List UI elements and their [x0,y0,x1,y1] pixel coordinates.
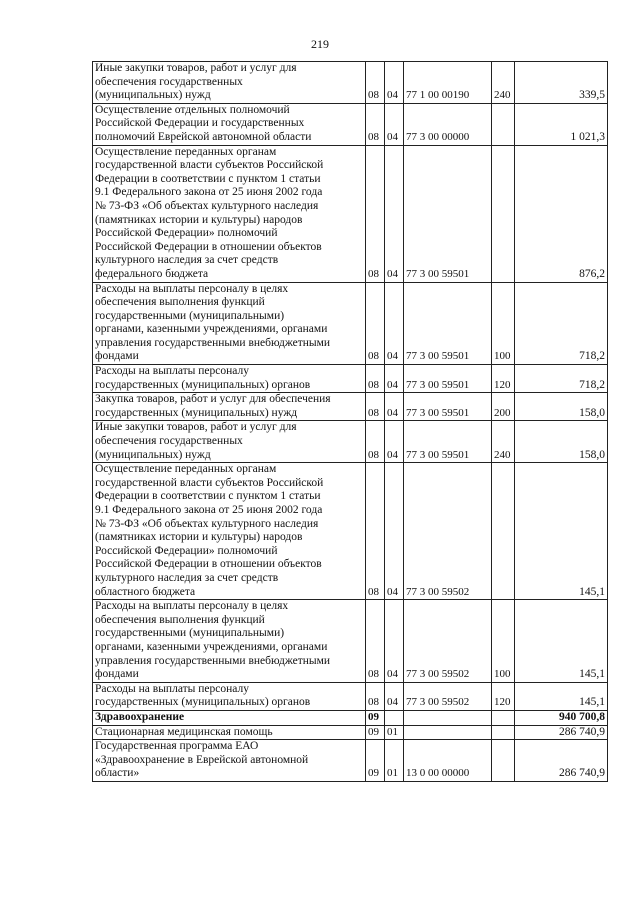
expense-type-code: 120 [492,365,515,393]
subsection-code: 04 [385,62,404,104]
subsection-code: 04 [385,282,404,365]
amount: 718,2 [515,282,608,365]
subsection-code: 04 [385,682,404,710]
description-line: Расходы на выплаты персоналу [95,682,249,695]
subsection-code: 01 [385,740,404,782]
section-code: 08 [366,282,385,365]
description-line: обеспечения выполнения функций [95,296,265,309]
description-line: Государственная программа ЕАО [95,740,259,753]
amount: 145,1 [515,600,608,683]
description-line: государственными (муниципальными) [95,309,285,322]
table-row [93,393,608,421]
target-article-code: 77 3 00 59502 [404,463,492,600]
table-row [93,282,608,365]
target-article-code: 77 3 00 59501 [404,145,492,282]
expense-type-code [492,725,515,740]
description-line: государственных (муниципальных) органов [95,378,311,391]
target-article-code [404,725,492,740]
table-row [93,682,608,710]
target-article-code: 77 3 00 59501 [404,365,492,393]
description-line: фондами [95,668,139,681]
table-row [93,725,608,740]
description-line: полномочий Еврейской автономной области [95,130,312,143]
table-row [93,145,608,282]
target-article-code: 77 3 00 00000 [404,103,492,145]
expense-type-code: 200 [492,393,515,421]
amount: 876,2 [515,145,608,282]
expense-type-code: 120 [492,682,515,710]
section-code: 09 [366,710,385,725]
table-row [93,421,608,463]
expense-type-code [492,740,515,782]
section-code: 09 [366,725,385,740]
description-line: Стационарная медицинская помощь [95,725,273,738]
amount: 718,2 [515,365,608,393]
description-line: Здравоохранение [95,710,185,723]
expense-type-code [492,103,515,145]
section-code: 08 [366,421,385,463]
amount: 145,1 [515,463,608,600]
row-description [93,145,366,282]
table-row [93,62,608,104]
description-line: (памятниках истории и культуры) народов [95,213,303,226]
page-number: 219 [311,37,329,51]
row-description [93,682,366,710]
description-line: «Здравоохранение в Еврейской автономной [95,753,309,766]
table-row [93,463,608,600]
amount: 145,1 [515,682,608,710]
row-description [93,463,366,600]
description-line: обеспечения государственных [95,75,243,88]
section-code: 08 [366,393,385,421]
expense-type-code [492,145,515,282]
expense-type-code: 100 [492,600,515,683]
description-line: государственных (муниципальных) органов [95,696,311,709]
amount: 940 700,8 [515,710,608,725]
amount: 158,0 [515,393,608,421]
target-article-code: 77 3 00 59501 [404,282,492,365]
description-line: культурного наследия за счет средств [95,571,279,584]
description-line: 9.1 Федерального закона от 25 июня 2002 года [95,504,323,516]
description-line: культурного наследия за счет средств [95,254,279,267]
table-row [93,600,608,683]
row-description [93,725,366,740]
section-code: 09 [366,740,385,782]
target-article-code: 77 1 00 00190 [404,62,492,104]
subsection-code: 01 [385,725,404,740]
expense-type-code [492,463,515,600]
description-line: (памятниках истории и культуры) народов [95,531,303,544]
row-description [93,103,366,145]
row-description [93,740,366,782]
target-article-code: 13 0 00 00000 [404,740,492,782]
subsection-code [385,710,404,725]
description-line: № 73-ФЗ «Об объектах культурного наследия [95,517,319,530]
subsection-code: 04 [385,421,404,463]
description-line: 9.1 Федерального закона от 25 июня 2002 года [95,186,323,199]
description-line: (муниципальных) нужд [95,89,211,102]
description-line: обеспечения выполнения функций [95,613,265,626]
description-line: областного бюджета [95,585,196,598]
target-article-code: 77 3 00 59501 [404,393,492,421]
row-description [93,710,366,725]
description-line: Российской Федерации в отношении объектов [95,240,322,253]
description-line: федерального бюджета [95,267,209,280]
description-line: управления государственными внебюджетными [95,336,331,349]
description-line: Расходы на выплаты персоналу в целях [95,600,289,613]
subsection-code: 04 [385,145,404,282]
description-line: Российской Федерации и государственных [95,117,305,130]
table-row [93,740,608,782]
description-line: области» [95,767,140,780]
row-description [93,421,366,463]
description-line: Осуществление переданных органам [95,145,277,158]
target-article-code: 77 3 00 59502 [404,682,492,710]
target-article-code: 77 3 00 59501 [404,421,492,463]
row-description [93,282,366,365]
row-description [93,393,366,421]
budget-table [92,61,608,782]
table-row [93,103,608,145]
amount: 286 740,9 [515,725,608,740]
description-line: Федерации в соответствии с пунктом 1 статьи [95,490,321,503]
subsection-code: 04 [385,365,404,393]
description-line: Расходы на выплаты персоналу в целях [95,282,289,295]
section-code: 08 [366,103,385,145]
subsection-code: 04 [385,103,404,145]
description-line: государственными (муниципальными) [95,627,285,640]
section-code: 08 [366,682,385,710]
expense-type-code: 240 [492,421,515,463]
description-line: органами, казенными учреждениями, органами [95,640,328,653]
description-line: Российской Федерации» полномочий [95,227,278,240]
description-line: Российской Федерации» полномочий [95,544,278,557]
description-line: Российской Федерации в отношении объектов [95,558,322,571]
description-line: государственной власти субъектов Российской [95,159,324,172]
row-description [93,62,366,104]
description-line: обеспечения государственных [95,435,243,448]
description-line: органами, казенными учреждениями, органами [95,323,328,336]
table-row [93,710,608,725]
section-code: 08 [366,600,385,683]
table-row [93,365,608,393]
description-line: государственных (муниципальных) нужд [95,406,298,419]
amount: 1 021,3 [515,103,608,145]
subsection-code: 04 [385,600,404,683]
expense-type-code: 100 [492,282,515,365]
description-line: № 73-ФЗ «Об объектах культурного наследия [95,199,319,212]
amount: 158,0 [515,421,608,463]
budget-table-body [93,62,608,782]
section-code: 08 [366,463,385,600]
description-line: (муниципальных) нужд [95,448,211,461]
description-line: Осуществление переданных органам [95,463,277,476]
row-description [93,600,366,683]
subsection-code: 04 [385,463,404,600]
row-description [93,365,366,393]
description-line: Иные закупки товаров, работ и услуг для [95,421,297,434]
description-line: управления государственными внебюджетными [95,654,331,667]
target-article-code: 77 3 00 59502 [404,600,492,683]
subsection-code: 04 [385,393,404,421]
section-code: 08 [366,62,385,104]
target-article-code [404,710,492,725]
section-code: 08 [366,145,385,282]
description-line: государственной власти субъектов Российской [95,476,324,489]
description-line: фондами [95,350,139,363]
amount: 286 740,9 [515,740,608,782]
description-line: Расходы на выплаты персоналу [95,365,249,378]
expense-type-code [492,710,515,725]
description-line: Иные закупки товаров, работ и услуг для [95,62,297,74]
description-line: Федерации в соответствии с пунктом 1 статьи [95,172,321,185]
expense-type-code: 240 [492,62,515,104]
description-line: Осуществление отдельных полномочий [95,103,290,116]
section-code: 08 [366,365,385,393]
amount: 339,5 [515,62,608,104]
description-line: Закупка товаров, работ и услуг для обеспечения [95,393,331,406]
